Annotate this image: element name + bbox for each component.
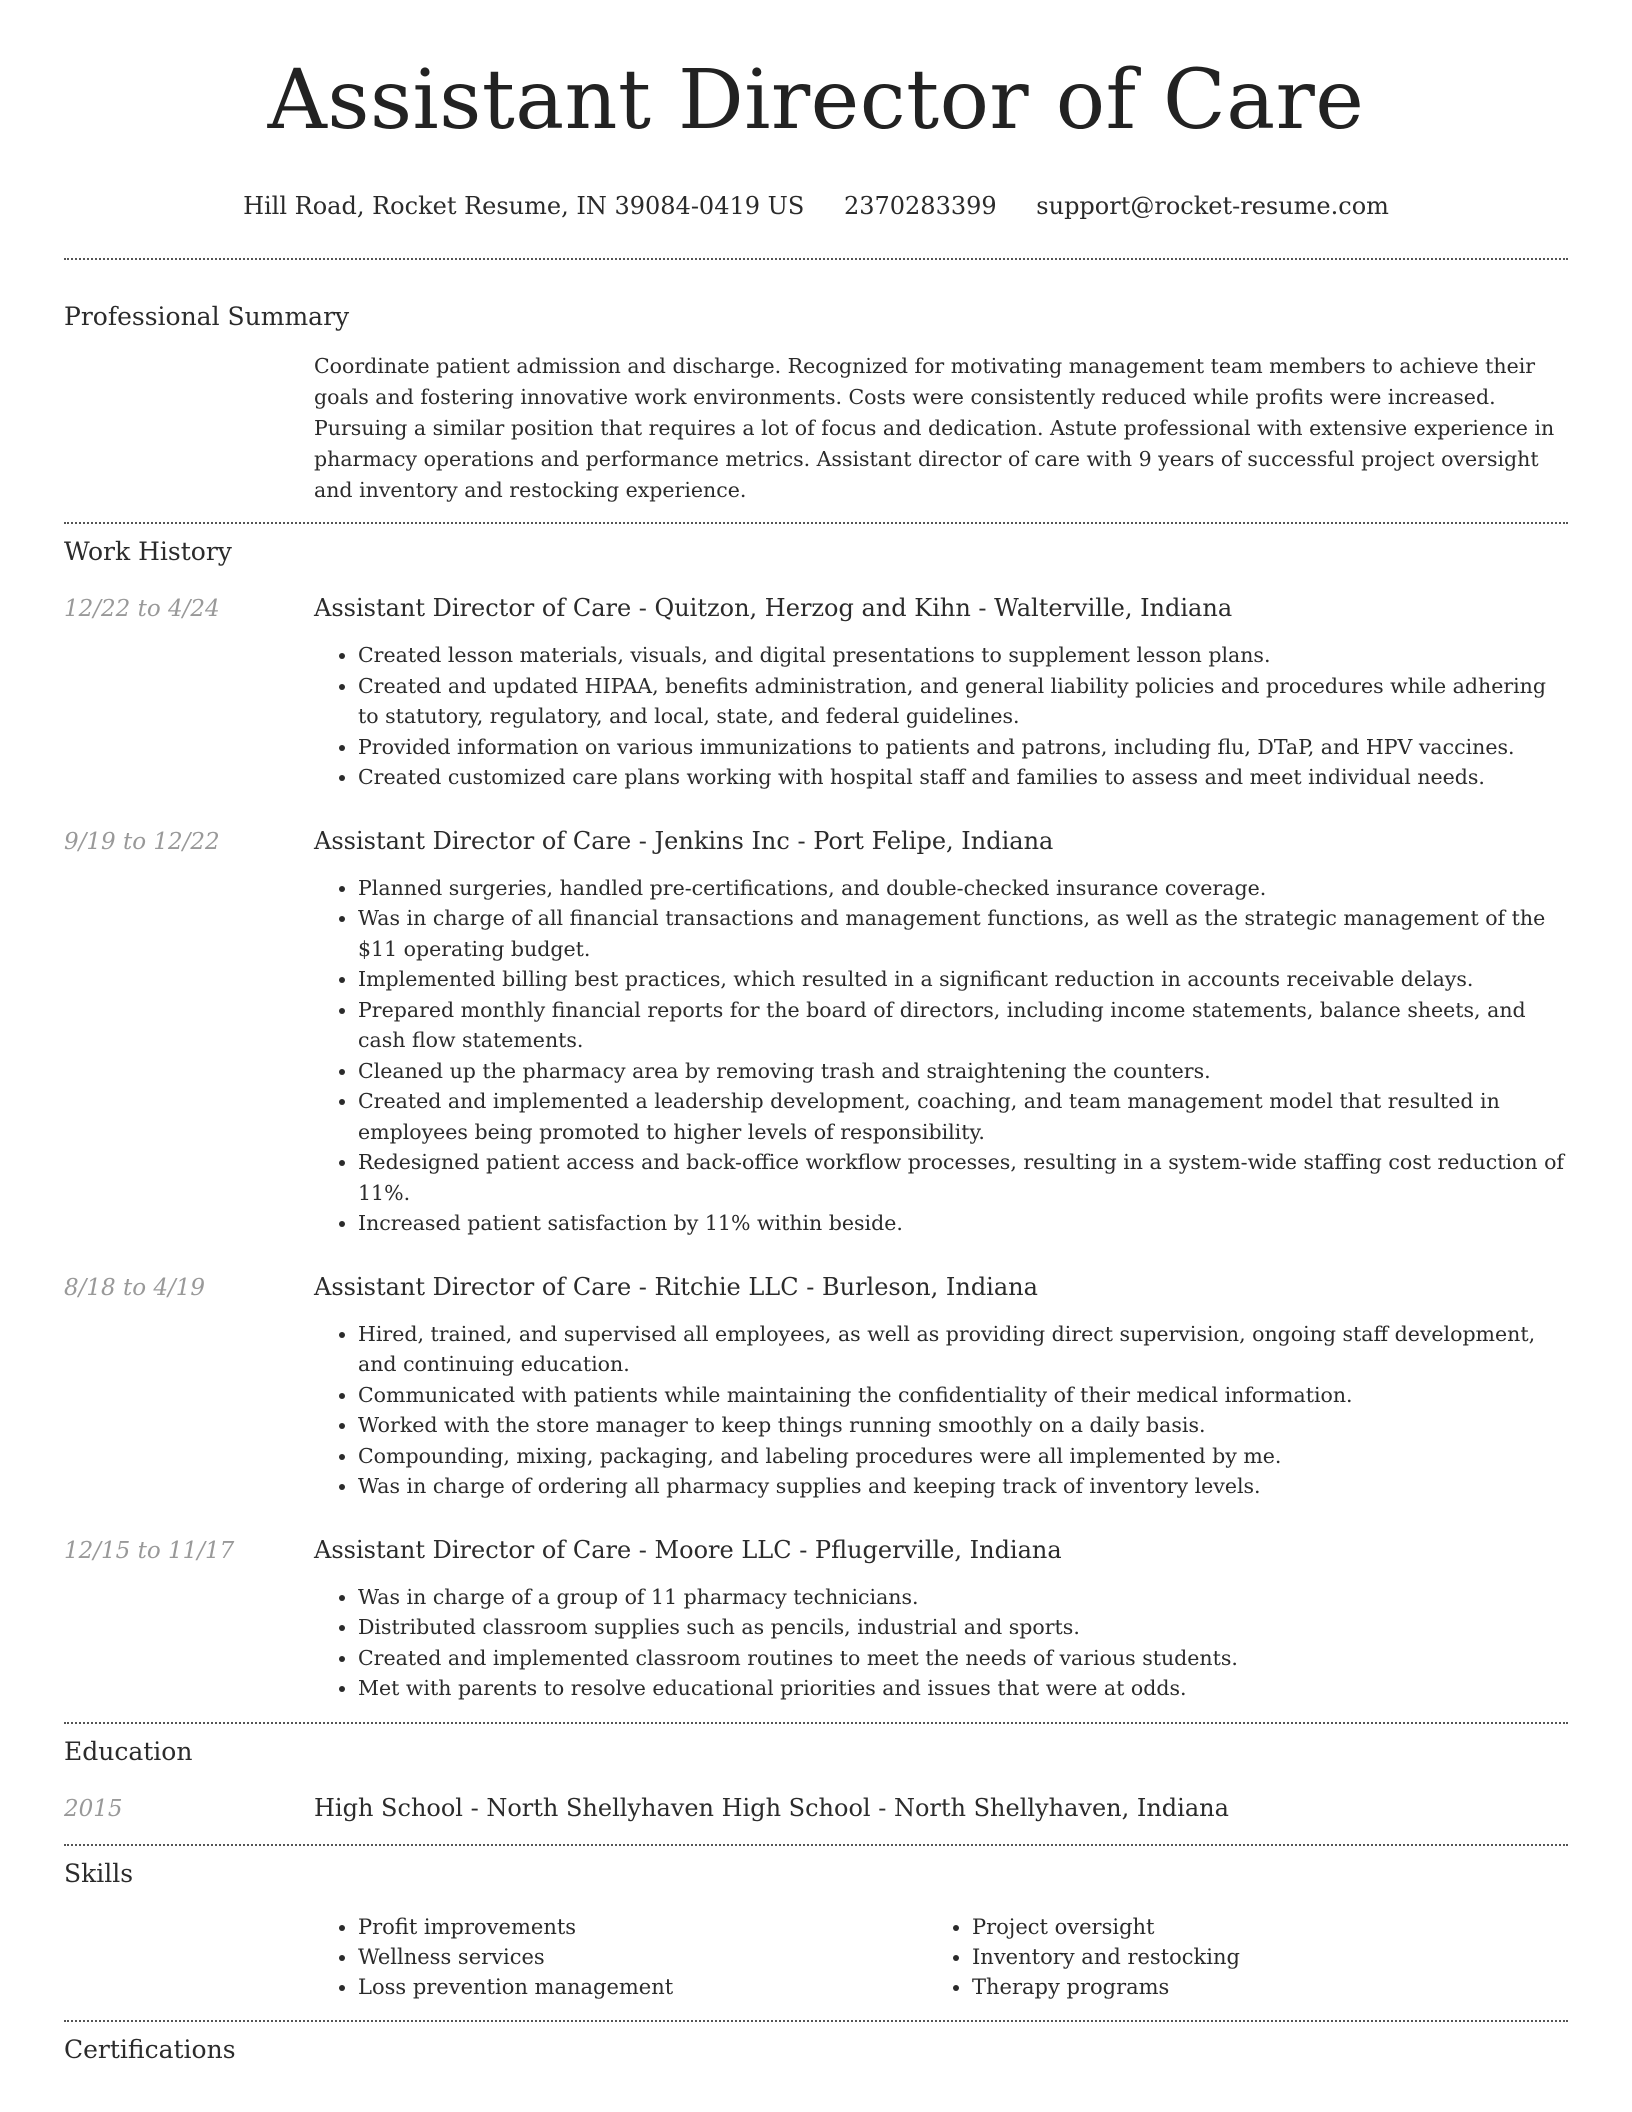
summary-text: Coordinate patient admission and discharge. Recognized for motivating management team members to achieve their goals and fostering innovative work environments. Costs were consistently reduced while profits were increased. Pursuing a similar position that requires a lot of focus and dedication. Astute professional with extensive experience in pharmacy operations and performance metrics. Assistant director of care with 9 years of successful project oversight and inventory and restocking experience. — [314, 354, 1555, 502]
divider — [64, 2020, 1568, 2022]
list-item: • Cleaned up the pharmacy area by removing trash and straightening the counters. — [358, 1056, 1568, 1087]
list-item: • Was in charge of a group of 11 pharmacy technicians. — [358, 1582, 1568, 1613]
divider — [64, 1722, 1568, 1724]
job-entry — [64, 1533, 1568, 1704]
job-entry — [64, 591, 1568, 793]
list-item: • Created customized care plans working with hospital staff and families to assess and meet individual needs. — [358, 762, 1568, 793]
phone: 2370283399 — [843, 192, 997, 220]
skills-columns — [314, 1912, 1568, 2002]
skills-list-right — [928, 1912, 1542, 2002]
list-item: • Implemented billing best practices, which resulted in a significant reduction in accounts receivable delays. — [358, 964, 1568, 995]
list-item: • Worked with the store manager to keep things running smoothly on a daily basis. — [358, 1410, 1568, 1441]
divider — [64, 1844, 1568, 1846]
list-item: • Met with parents to resolve educational priorities and issues that were at odds. — [358, 1673, 1568, 1704]
job-entry — [64, 1270, 1568, 1502]
list-item: • Compounding, mixing, packaging, and labeling procedures were all implemented by me. — [358, 1441, 1568, 1472]
list-item: • Was in charge of all financial transactions and management functions, as well as the strategic management of the $11 operating budget. — [358, 903, 1568, 964]
list-item: • Redesigned patient access and back-office workflow processes, resulting in a system-wide staffing cost reduction of 11%. — [358, 1147, 1568, 1208]
job-heading: Assistant Director of Care - Moore LLC - Pflugerville, Indiana — [314, 1535, 1062, 1564]
section-title-work-history: Work History — [64, 537, 232, 566]
list-item: • Increased patient satisfaction by 11% within beside. — [358, 1208, 1568, 1239]
section-title-summary: Professional Summary — [64, 302, 350, 331]
skill-item: • Project oversight — [972, 1912, 1542, 1942]
work-history-section — [64, 535, 1568, 1704]
list-item: • Distributed classroom supplies such as pencils, industrial and sports. — [358, 1612, 1568, 1643]
divider — [64, 258, 1568, 260]
skill-item: • Wellness services — [358, 1942, 928, 1972]
job-heading: Assistant Director of Care - Jenkins Inc - Port Felipe, Indiana — [314, 826, 1054, 855]
address: Hill Road, Rocket Resume, IN 39084-0419 US — [243, 192, 805, 220]
job-entry — [64, 824, 1568, 1239]
skill-item: • Inventory and restocking — [972, 1942, 1542, 1972]
email-link[interactable]: support@rocket-resume.com — [1036, 192, 1389, 220]
list-item: • Communicated with patients while maintaining the confidentiality of their medical information. — [358, 1380, 1568, 1411]
job-heading: Assistant Director of Care - Quitzon, Herzog and Kihn - Walterville, Indiana — [314, 594, 1233, 622]
job-bullets — [314, 1319, 1568, 1502]
list-item: • Created and implemented classroom routines to meet the needs of various students. — [358, 1643, 1568, 1674]
job-bullets — [314, 640, 1568, 793]
list-item: • Prepared monthly financial reports for the board of directors, including income statements, balance sheets, and cash flow statements. — [358, 995, 1568, 1056]
list-item: • Provided information on various immunizations to patients and patrons, including flu, DTaP, and HPV vaccines. — [358, 732, 1568, 763]
section-title-skills: Skills — [64, 1858, 134, 1888]
education-year: 2015 — [64, 1795, 123, 1822]
skills-list-left — [314, 1912, 928, 2002]
section-title-education: Education — [64, 1736, 193, 1766]
job-dates: 12/15 to 11/17 — [64, 1537, 235, 1564]
section-title-certifications: Certifications — [64, 2034, 236, 2064]
summary-section — [64, 300, 1568, 506]
job-dates: 9/19 to 12/22 — [64, 828, 220, 855]
list-item: • Created and updated HIPAA, benefits administration, and general liability policies and procedures while adhering to statutory, regulatory, and local, state, and federal guidelines. — [358, 671, 1568, 732]
job-bullets — [314, 873, 1568, 1239]
skill-item: • Therapy programs — [972, 1972, 1542, 2002]
job-dates: 8/18 to 4/19 — [64, 1274, 206, 1301]
divider — [64, 522, 1568, 524]
education-section — [64, 1735, 1568, 1826]
candidate-name: Assistant Director of Care — [267, 53, 1365, 148]
skill-item: • Profit improvements — [358, 1912, 928, 1942]
list-item: • Hired, trained, and supervised all employees, as well as providing direct supervision, ongoing staff development, and continuing education. — [358, 1319, 1568, 1380]
certifications-section — [64, 2033, 1568, 2067]
job-dates: 12/22 to 4/24 — [64, 596, 220, 622]
job-bullets — [314, 1582, 1568, 1704]
education-heading: High School - North Shellyhaven High School - North Shellyhaven, Indiana — [314, 1793, 1229, 1822]
education-entry — [64, 1791, 1568, 1826]
skills-section — [64, 1857, 1568, 2002]
skill-item: • Loss prevention management — [358, 1972, 928, 2002]
list-item: • Created and implemented a leadership development, coaching, and team management model that resulted in employees being promoted to higher levels of responsibility. — [358, 1086, 1568, 1147]
list-item: • Created lesson materials, visuals, and digital presentations to supplement lesson plans. — [358, 640, 1568, 671]
contact-line — [64, 190, 1568, 222]
job-heading: Assistant Director of Care - Ritchie LLC - Burleson, Indiana — [314, 1272, 1038, 1301]
list-item: • Was in charge of ordering all pharmacy supplies and keeping track of inventory levels. — [358, 1471, 1568, 1502]
list-item: • Planned surgeries, handled pre-certifications, and double-checked insurance coverage. — [358, 873, 1568, 904]
